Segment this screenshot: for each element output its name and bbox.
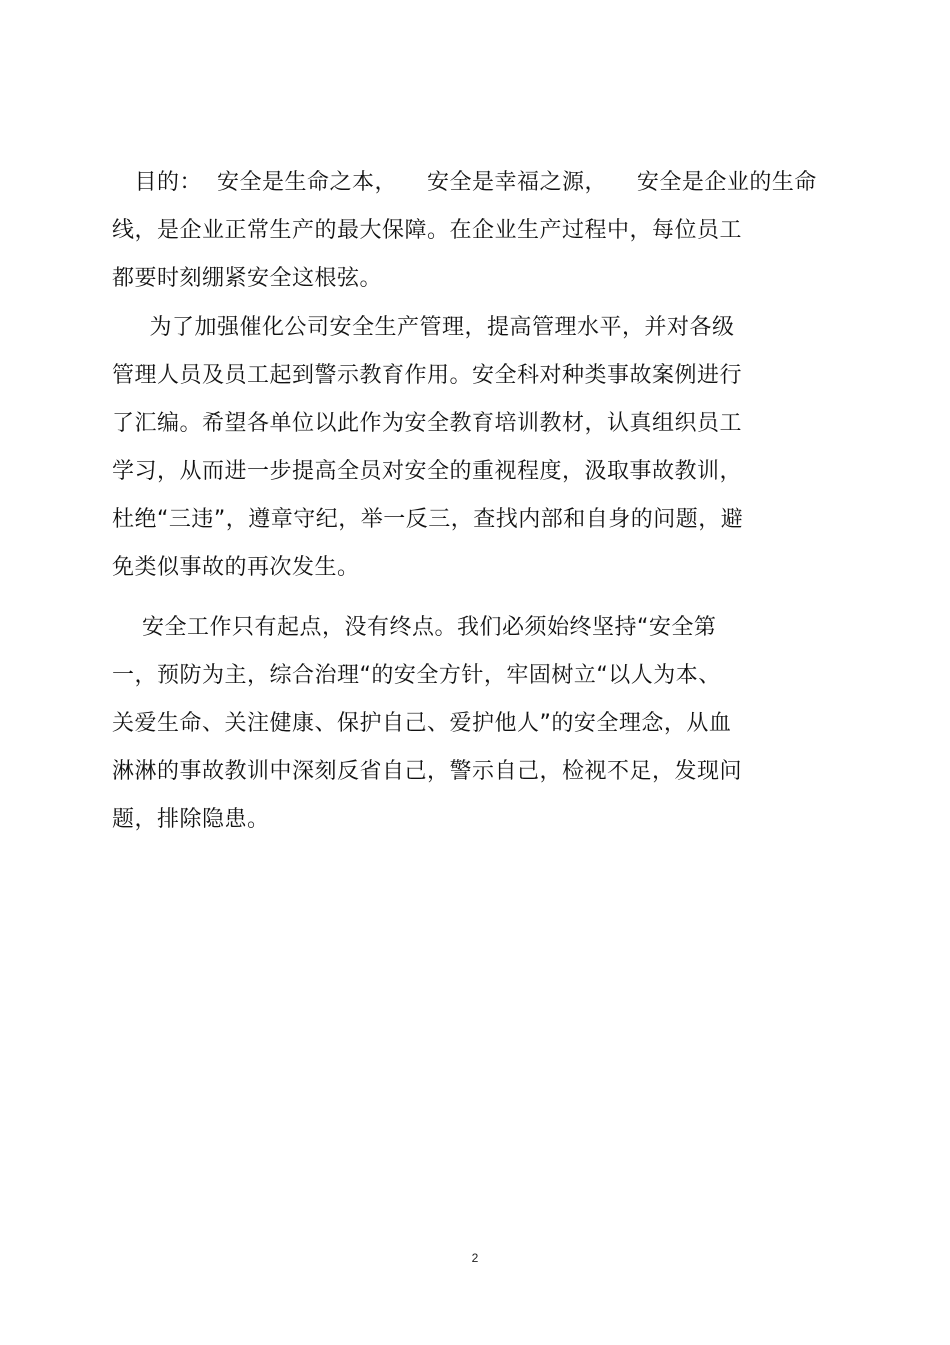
text-line: 安全工作只有起点，没有终点。我们必须始终坚持“安全第 [112,615,717,640]
text-line: 题，排除隐患。 [112,807,270,832]
text-line: 一，预防为主，综合治理“的安全方针，牢固树立“以人为本、 [112,663,721,688]
text-line: 管理人员及员工起到警示教育作用。安全科对种类事故案例进行 [112,363,743,388]
paragraph-compilation [112,304,832,592]
text-line: 都要时刻绷紧安全这根弦。 [112,266,383,291]
text-line: 免类似事故的再次发生。 [112,555,360,580]
text-line: 为了加强催化公司安全生产管理，提高管理水平，并对各级 [112,315,735,340]
paragraph-purpose [112,159,832,303]
page-number: 2 [471,1251,479,1265]
text-line: 线，是企业正常生产的最大保障。在企业生产过程中，每位员工 [112,218,743,243]
text-line: 学习，从而进一步提高全员对安全的重视程度，汲取事故教训， [112,459,743,484]
text-line: 杜绝“三违”，遵章守纪，举一反三，查找内部和自身的问题，避 [112,507,744,532]
text-line: 了汇编。希望各单位以此作为安全教育培训教材，认真组织员工 [112,411,743,436]
text-line: 目的： 安全是生命之本， 安全是幸福之源， 安全是企业的生命 [112,170,817,195]
text-line: 关爱生命、关注健康、保护自己、爱护他人”的安全理念，从血 [112,711,732,736]
text-line: 淋淋的事故教训中深刻反省自己，警示自己，检视不足，发现问 [112,759,743,784]
paragraph-safety-principle [112,604,832,844]
